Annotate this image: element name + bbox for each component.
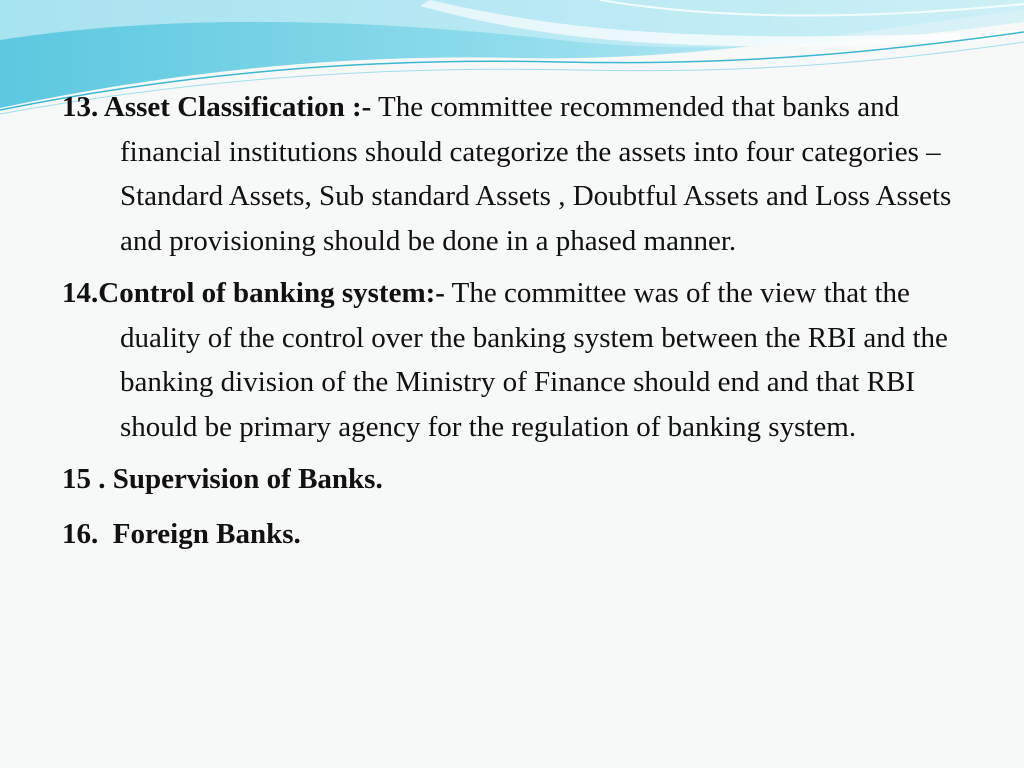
list-item-supervision-of-banks (62, 457, 962, 502)
slide-content (62, 85, 962, 566)
list-item-foreign-banks (62, 512, 962, 557)
item-heading: 15 . Supervision of Banks. (62, 463, 383, 495)
list-item-control-of-banking (62, 271, 962, 449)
item-body: The committee was of the view that the duality of the control over the banking system between the RBI and the banking division of the Ministry of Finance should end and that RBI should be primary agency for the regulation of banking system. (120, 277, 948, 443)
item-heading: 16. Foreign Banks. (62, 517, 301, 550)
item-heading: 13. Asset Classification :- (62, 91, 372, 123)
list-item-asset-classification (62, 85, 962, 263)
item-heading: 14.Control of banking system:- (62, 277, 445, 309)
item-body: The committee recommended that banks and financial institutions should categorize the assets into four categories – Standard Assets, Sub standard Assets , Doubtful Assets and Loss Assets and provisioning should be done in a phased manner. (120, 91, 952, 257)
